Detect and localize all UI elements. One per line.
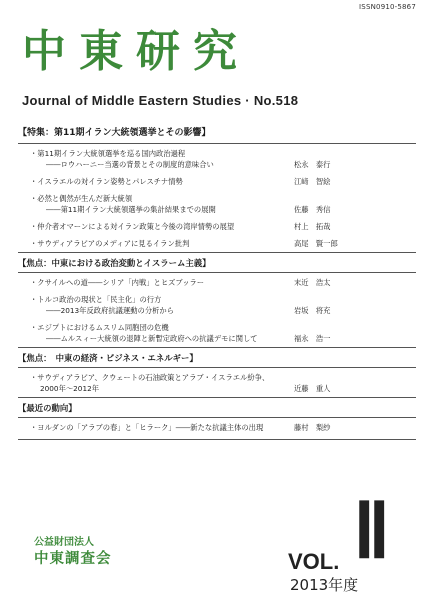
article-subtitle: ――2013年反政府抗議運動の分析から <box>46 306 175 315</box>
article-author: 佐藤 秀信 <box>294 205 331 214</box>
article-subtitle: ――ムルスィー大統領の退陣と新暫定政府への抗議デモに関して <box>46 334 258 343</box>
section-divider <box>18 417 416 418</box>
article-author: 福永 浩一 <box>294 334 331 343</box>
section-divider <box>18 397 416 398</box>
toc-entry <box>18 294 416 316</box>
article-title: ・サウディアラビア、クウェートの石油政策とアラブ・イスラエル紛争、 <box>30 373 270 382</box>
toc-entry <box>18 148 416 170</box>
toc-entry <box>18 422 416 433</box>
section-divider <box>18 439 416 440</box>
toc-entry <box>18 277 416 288</box>
publisher-name: 中東調査会 <box>34 551 112 567</box>
article-author: 近藤 重人 <box>294 384 331 393</box>
article-title-continued: 2000年～2012年 <box>40 384 100 393</box>
publisher-type: 公益財団法人 <box>34 537 94 548</box>
journal-subtitle: Journal of Middle Eastern Studies · No.518 <box>22 93 299 108</box>
toc-entry <box>18 322 416 344</box>
section-heading: 【焦点： 中東の経済・ビジネス・エネルギー】 <box>18 353 198 363</box>
section-heading: 【焦点：中東における政治変動とイスラーム主義】 <box>18 258 211 268</box>
article-author: 松永 泰行 <box>294 160 331 169</box>
journal-logo: 中東研究 <box>22 26 250 77</box>
article-author: 藤村 梨紗 <box>294 423 331 432</box>
article-author: 末近 浩太 <box>294 278 331 287</box>
toc-entry <box>18 193 416 215</box>
article-title: ・イスラエルの対イラン姿勢とパレスチナ情勢 <box>30 177 183 186</box>
article-author: 高尾 賢一郎 <box>294 239 338 248</box>
article-title: ・クサイルへの道――シリア「内戦」とヒズブッラー <box>30 278 205 287</box>
article-title: ・サウディアラビアのメディアに見るイラン批判 <box>30 239 190 248</box>
section-divider <box>18 272 416 273</box>
toc-entry <box>18 221 416 232</box>
section-divider <box>18 367 416 368</box>
article-title: ・仲介者オマーンによる対イラン政策と今後の湾岸情勢の展望 <box>30 222 235 231</box>
article-title: ・第11期イラン大統領選挙を巡る国内政治過程 <box>30 149 186 158</box>
volume-year: 2013年度 <box>290 576 359 594</box>
article-subtitle: ――第11期イラン大統領選挙の集計結果までの展開 <box>46 205 216 214</box>
toc-entry <box>18 176 416 187</box>
volume-number: Ⅱ <box>353 490 391 574</box>
table-of-contents <box>18 126 416 444</box>
article-title: ・トルコ政治の現状と「民主化」の行方 <box>30 295 162 304</box>
article-subtitle: ――ロウハーニー当選の背景とその制度的意味合い <box>46 160 214 169</box>
section-divider <box>18 347 416 348</box>
section-heading: 【最近の動向】 <box>18 403 77 413</box>
toc-entry <box>18 372 416 394</box>
section-divider <box>18 143 416 144</box>
section-heading: 【特集：第11期イラン大統領選挙とその影響】 <box>18 128 211 138</box>
article-title: ・必然と偶然が生んだ新大統領 <box>30 194 133 203</box>
article-title: ・エジプトにおけるムスリム同胞団の危機 <box>30 323 169 332</box>
toc-entry <box>18 238 416 249</box>
section-divider <box>18 252 416 253</box>
article-author: 江﨑 智絵 <box>294 177 331 186</box>
volume-label: VOL. <box>288 549 340 574</box>
issn-number: ISSN0910-5867 <box>359 3 416 11</box>
article-title: ・ヨルダンの「アラブの春」と「ヒラーク」――新たな抗議主体の出現 <box>30 423 264 432</box>
article-author: 村上 拓哉 <box>294 222 331 231</box>
article-author: 岩坂 将充 <box>294 306 331 315</box>
